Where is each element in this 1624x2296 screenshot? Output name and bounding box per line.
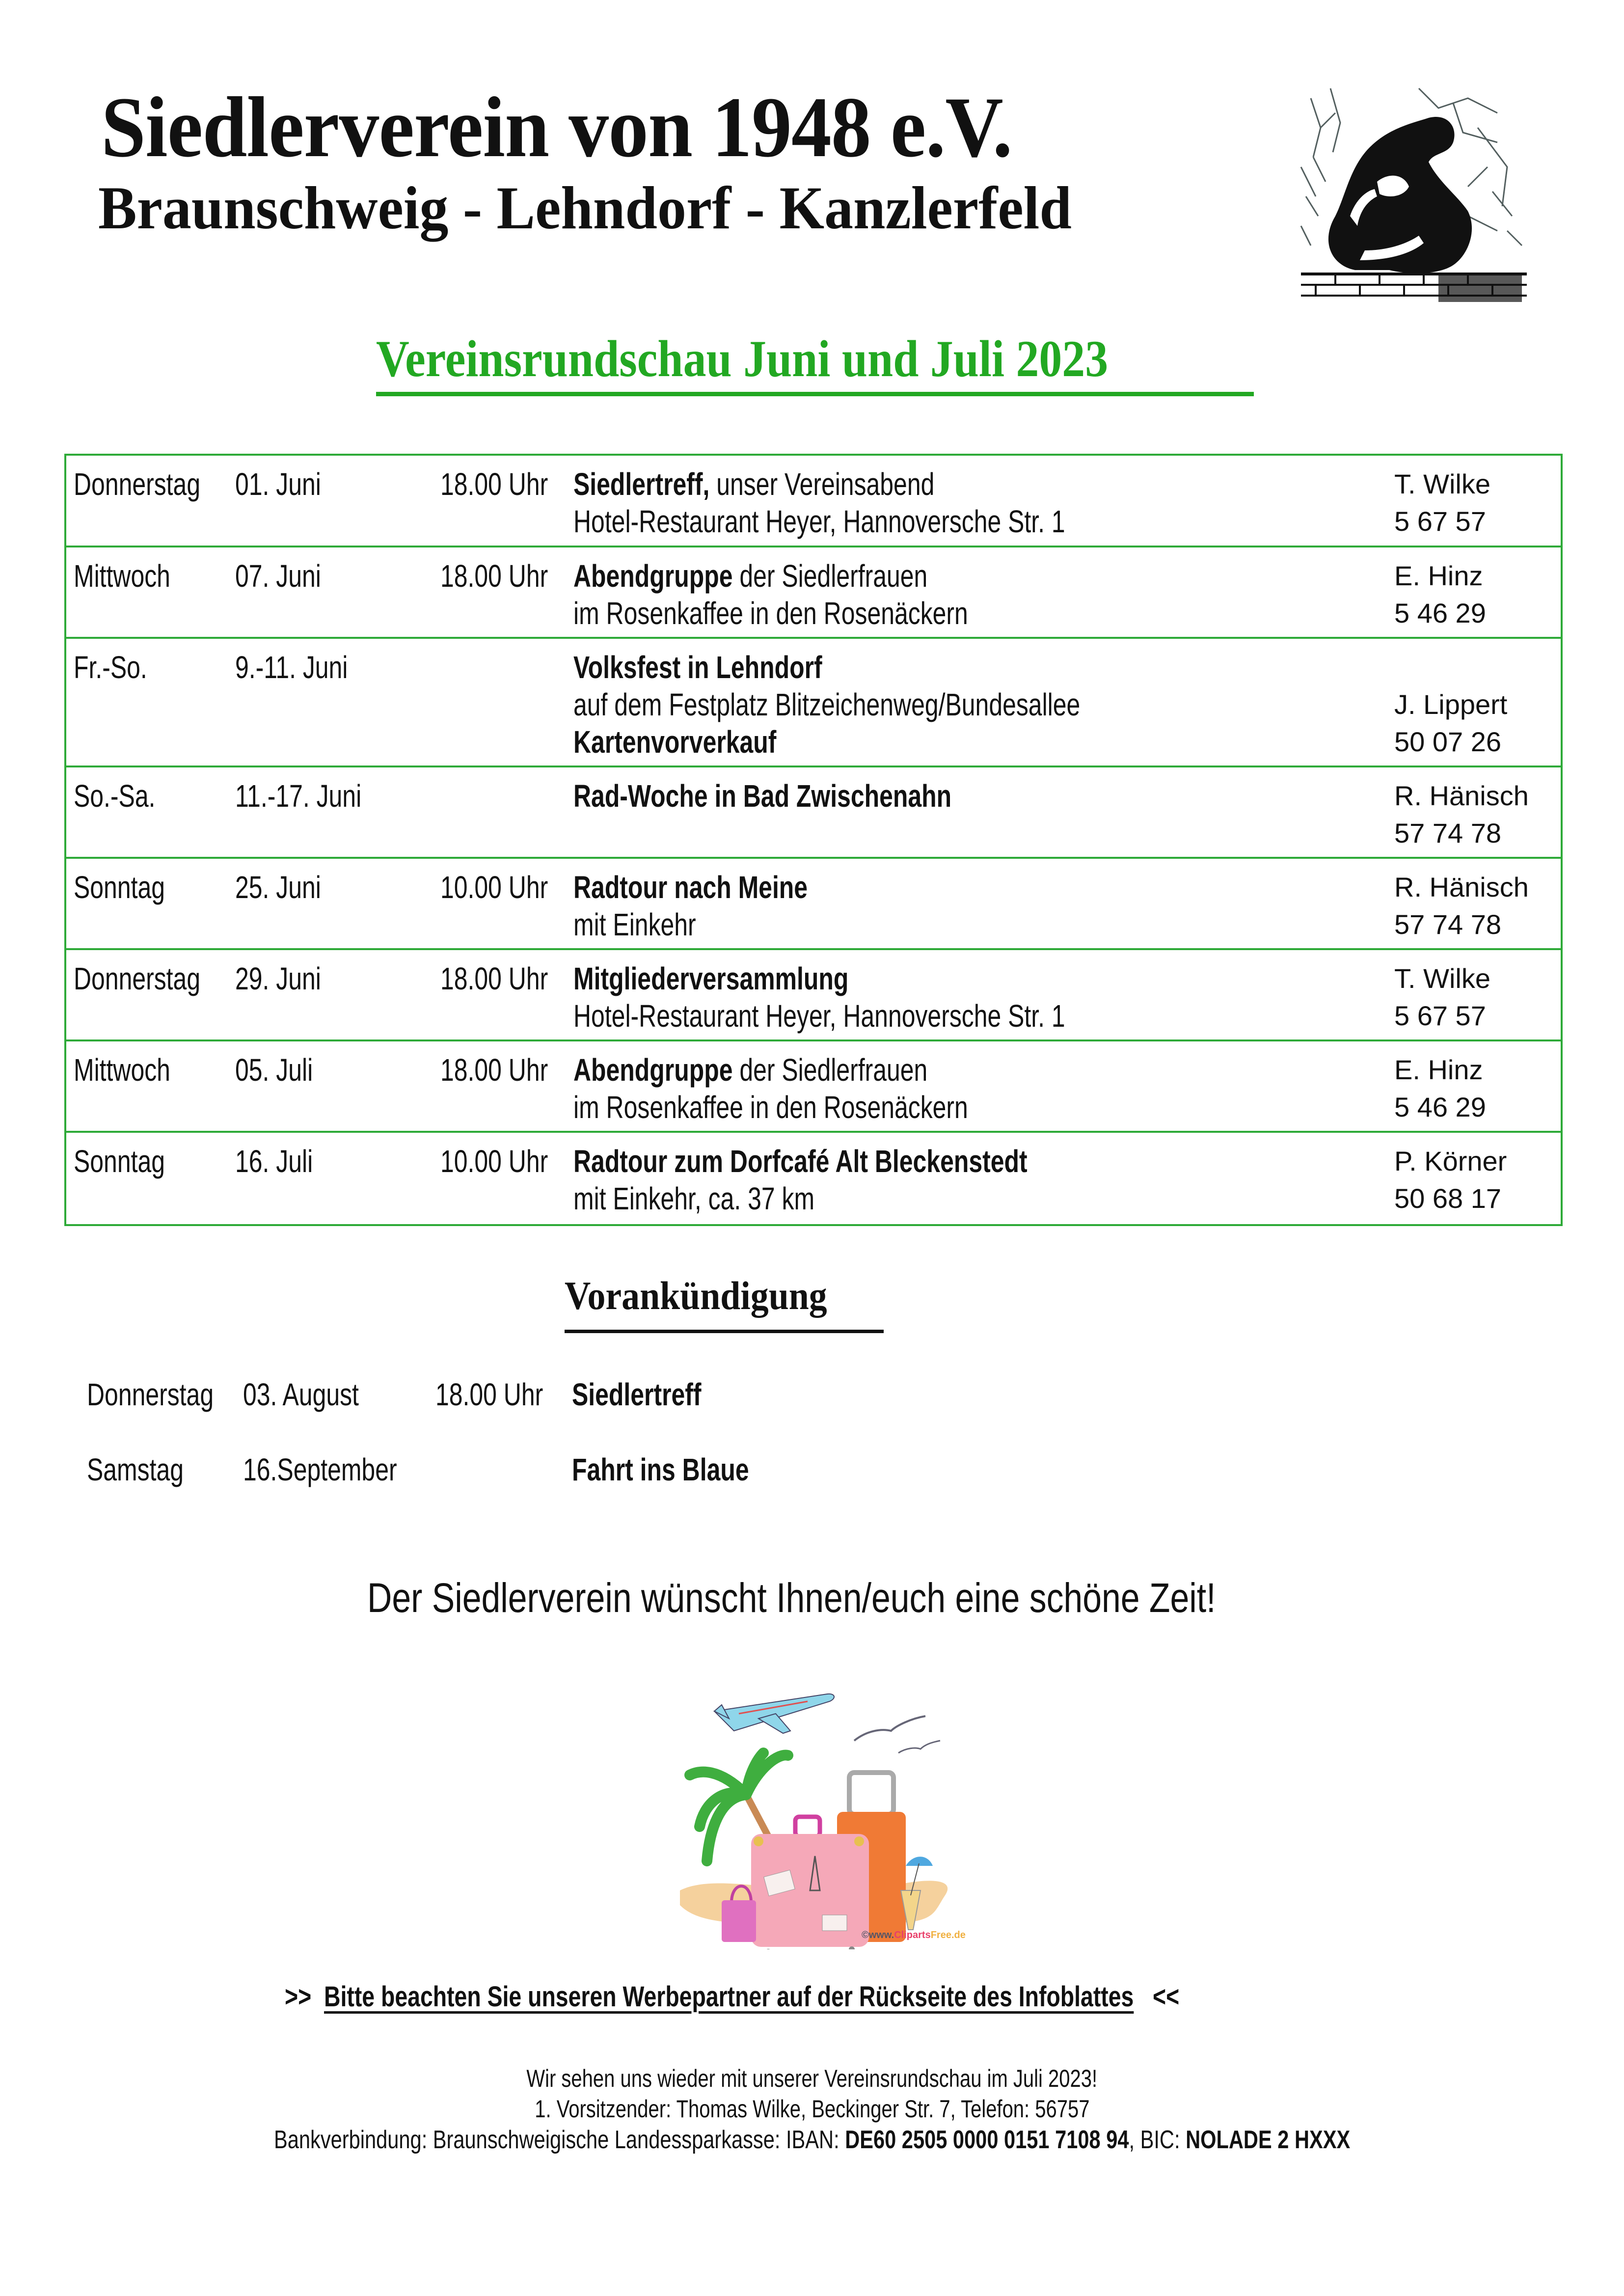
- event-detail: auf dem Festplatz Blitzeichenweg/Bundesallee: [573, 687, 1081, 722]
- event-date: 07. Juni: [235, 558, 321, 594]
- event-title: Volksfest in Lehndorf: [573, 650, 822, 685]
- event-time: 18.00 Uhr: [440, 1052, 548, 1088]
- event-detail: im Rosenkaffee in den Rosenäckern: [573, 596, 968, 631]
- contact-name: J. Lippert: [1394, 689, 1508, 720]
- event-title-line: [573, 649, 1080, 686]
- notice-right-marker: <<: [1153, 1981, 1180, 2013]
- notice-left-marker: >>: [285, 1981, 312, 2013]
- event-title-line: [573, 1143, 1028, 1180]
- event-description: [573, 1143, 1028, 1217]
- event-title: Radtour zum Dorfcafé Alt Bleckenstedt: [573, 1144, 1028, 1179]
- event-time: 10.00 Uhr: [440, 1144, 548, 1179]
- event-day: So.-Sa.: [74, 778, 156, 814]
- event-row: [66, 767, 1561, 859]
- kneeling-figure-logo-icon: [1291, 69, 1537, 309]
- contact-name: R. Hänisch: [1394, 872, 1529, 902]
- event-title: Abendgruppe: [573, 1052, 733, 1088]
- event-description: [573, 869, 808, 943]
- event-title-line: [573, 465, 1065, 503]
- event-description: [573, 465, 1065, 540]
- event-row: [66, 547, 1561, 639]
- event-contact: [1394, 869, 1529, 943]
- event-day: Donnerstag: [74, 466, 201, 502]
- organization-name: Siedlerverein von 1948 e.V.: [101, 80, 1012, 175]
- footer-line2-text: 1. Vorsitzender: Thomas Wilke, Beckinger Str. 7, Telefon: 56757: [534, 2095, 1090, 2123]
- vacation-luggage-clipart-icon: [660, 1684, 984, 1949]
- greeting-text: Der Siedlerverein wünscht Ihnen/euch eine schöne Zeit!: [367, 1575, 1216, 1621]
- event-contact: [1394, 1143, 1507, 1217]
- contact-phone: 5 46 29: [1394, 1092, 1486, 1122]
- credit-brand: Cliparts: [894, 1930, 931, 1941]
- preview-item-title: Siedlertreff: [572, 1377, 702, 1412]
- event-contact: [1394, 960, 1490, 1035]
- event-title-rest: unser Vereinsabend: [709, 466, 935, 502]
- footer-bank-details: [0, 2127, 1624, 2153]
- event-description: [573, 557, 968, 632]
- contact-phone: 57 74 78: [1394, 818, 1501, 848]
- event-row: [66, 1041, 1561, 1133]
- event-time: 10.00 Uhr: [440, 870, 548, 905]
- event-presale-note: Kartenvorverkauf: [573, 724, 777, 760]
- event-row: [66, 859, 1561, 950]
- event-description: [573, 649, 1080, 761]
- contact-phone: 5 46 29: [1394, 598, 1486, 629]
- event-date: 29. Juni: [235, 961, 321, 996]
- event-day: Mittwoch: [74, 1052, 170, 1088]
- event-day: Sonntag: [74, 870, 165, 905]
- bic-label: , BIC:: [1129, 2126, 1186, 2154]
- footer-line1-text: Wir sehen uns wieder mit unserer Vereinsrundschau im Juli 2023!: [526, 2065, 1098, 2092]
- event-time: 18.00 Uhr: [440, 466, 548, 502]
- event-title-line: [573, 960, 1065, 997]
- event-contact: [1394, 1051, 1486, 1126]
- event-title-line: [573, 777, 951, 815]
- event-title-line: [573, 1051, 968, 1089]
- clipart-graphic: [660, 1684, 984, 1949]
- sponsor-notice: [285, 1983, 1179, 2011]
- preview-title-underline: [565, 1330, 884, 1333]
- events-table: [64, 454, 1563, 1226]
- event-date: 25. Juni: [235, 870, 321, 905]
- contact-phone: 5 67 57: [1394, 1000, 1486, 1031]
- event-detail: im Rosenkaffee in den Rosenäckern: [573, 1090, 968, 1125]
- contact-name: E. Hinz: [1394, 1054, 1483, 1085]
- event-date: 9.-11. Juni: [235, 650, 348, 685]
- contact-phone: 50 07 26: [1394, 726, 1501, 757]
- event-title-rest: der Siedlerfrauen: [732, 1052, 928, 1088]
- event-contact: [1394, 686, 1507, 761]
- event-title: Siedlertreff,: [573, 466, 710, 502]
- footer-chairman: [0, 2097, 1624, 2121]
- event-detail: Hotel-Restaurant Heyer, Hannoversche Str. 1: [573, 504, 1065, 539]
- contact-phone: 50 68 17: [1394, 1183, 1501, 1214]
- event-detail: Hotel-Restaurant Heyer, Hannoversche Str. 1: [573, 998, 1065, 1034]
- bird-icon: [898, 1741, 940, 1753]
- event-day: Mittwoch: [74, 558, 170, 594]
- bird-icon: [854, 1716, 925, 1741]
- contact-name: R. Hänisch: [1394, 780, 1529, 811]
- notice-text: Bitte beachten Sie unseren Werbepartner auf der Rückseite des Infoblattes: [324, 1981, 1134, 2013]
- credit-prefix: ©www.: [862, 1930, 894, 1941]
- event-title: Rad-Woche in Bad Zwischenahn: [573, 778, 952, 814]
- event-contact: [1394, 557, 1486, 632]
- event-description: [573, 1051, 968, 1126]
- contact-phone: 5 67 57: [1394, 506, 1486, 537]
- event-time: 18.00 Uhr: [440, 558, 548, 594]
- event-date: 16. Juli: [235, 1144, 313, 1179]
- event-time: 18.00 Uhr: [440, 961, 548, 996]
- credit-suffix: Free.de: [930, 1930, 966, 1941]
- logo-graphic: [1291, 69, 1537, 309]
- bic-value: NOLADE 2 HXXX: [1185, 2126, 1351, 2154]
- event-detail: mit Einkehr: [573, 907, 696, 942]
- bank-label: Bankverbindung: Braunschweigische Landessparkasse: IBAN:: [273, 2126, 845, 2154]
- preview-item-day: Donnerstag: [87, 1377, 214, 1412]
- event-date: 11.-17. Juni: [235, 778, 362, 814]
- issue-title: Vereinsrundschau Juni und Juli 2023: [376, 330, 1109, 387]
- contact-phone: 57 74 78: [1394, 909, 1501, 940]
- clipart-credit: [862, 1930, 966, 1941]
- preview-item-title: Fahrt ins Blaue: [572, 1452, 749, 1487]
- event-date: 05. Juli: [235, 1052, 313, 1088]
- footer-next-issue: [0, 2066, 1624, 2091]
- event-title: Abendgruppe: [573, 558, 733, 594]
- issue-title-underline: [376, 392, 1254, 396]
- organization-location: Braunschweig - Lehndorf - Kanzlerfeld: [98, 174, 1072, 242]
- event-row: [66, 1133, 1561, 1224]
- event-title: Mitgliederversammlung: [573, 961, 849, 996]
- event-title-line: [573, 869, 808, 906]
- event-day: Fr.-So.: [74, 650, 147, 685]
- contact-name: T. Wilke: [1394, 963, 1490, 994]
- event-contact: [1394, 465, 1490, 540]
- pink-suitcase-icon: [751, 1817, 869, 1949]
- event-contact: [1394, 777, 1529, 852]
- contact-name: P. Körner: [1394, 1146, 1507, 1176]
- event-title-line: [573, 557, 968, 595]
- event-day: Sonntag: [74, 1144, 165, 1179]
- contact-name: T. Wilke: [1394, 468, 1490, 499]
- iban-value: DE60 2505 0000 0151 7108 94: [845, 2126, 1129, 2154]
- event-detail: mit Einkehr, ca. 37 km: [573, 1181, 815, 1216]
- event-row: [66, 456, 1561, 547]
- event-title-rest: der Siedlerfrauen: [732, 558, 928, 594]
- event-date: 01. Juni: [235, 466, 321, 502]
- event-description: [573, 777, 951, 815]
- preview-item-day: Samstag: [87, 1452, 184, 1487]
- contact-name: E. Hinz: [1394, 560, 1483, 591]
- event-title: Radtour nach Meine: [573, 870, 808, 905]
- event-row: [66, 950, 1561, 1041]
- preview-item-date: 16.September: [243, 1452, 397, 1487]
- airplane-icon: [714, 1694, 834, 1733]
- event-row: [66, 639, 1561, 767]
- preview-title: Vorankündigung: [565, 1273, 827, 1318]
- preview-item-date: 03. August: [243, 1377, 359, 1412]
- event-description: [573, 960, 1065, 1035]
- event-day: Donnerstag: [74, 961, 201, 996]
- preview-item-time: 18.00 Uhr: [435, 1377, 543, 1412]
